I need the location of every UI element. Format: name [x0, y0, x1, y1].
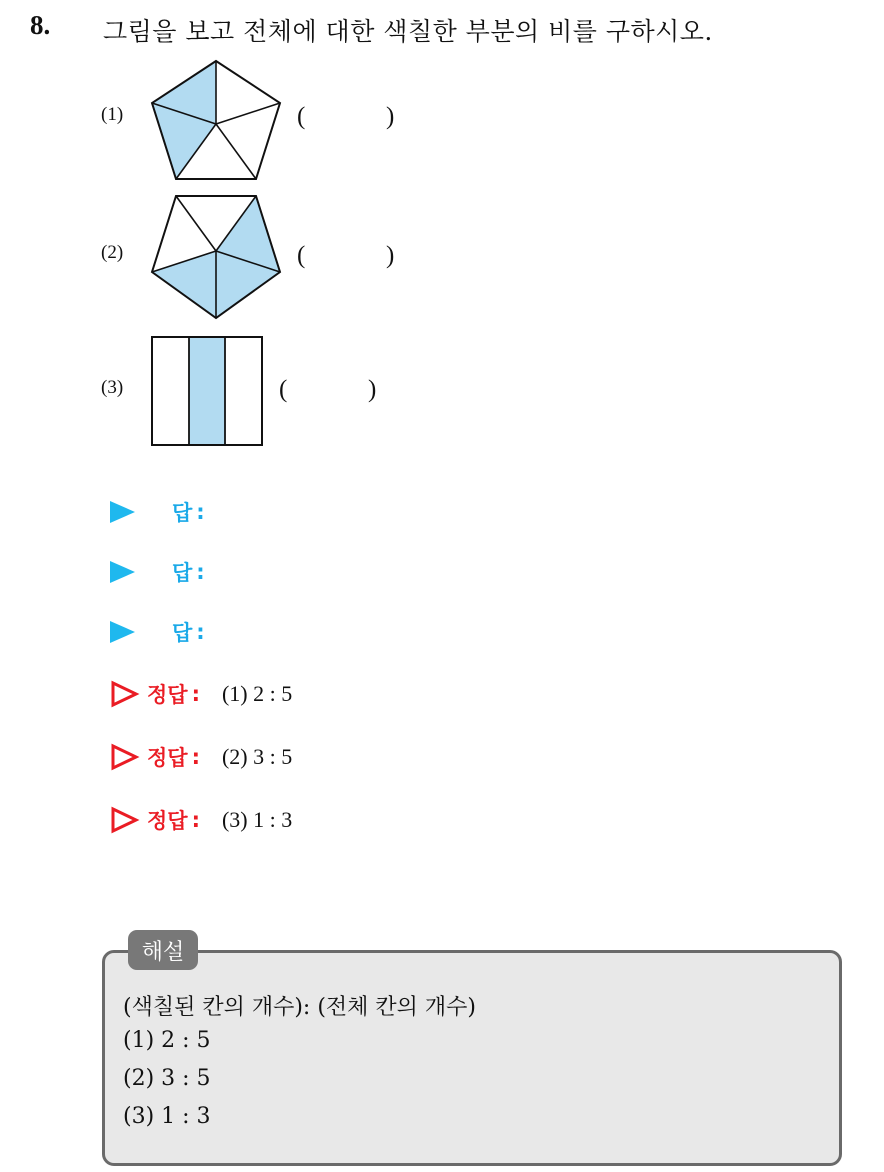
correct-answer-row-1 — [110, 676, 292, 712]
explanation-line: (3) 1 : 3 — [123, 1104, 211, 1129]
correct-answer-colon: : — [191, 808, 200, 832]
explanation-line: (2) 3 : 5 — [123, 1066, 211, 1091]
answer-row-2 — [110, 555, 205, 589]
figure-3-rectangle — [150, 335, 264, 447]
outline-triangle-icon — [110, 680, 140, 708]
answer-colon: : — [196, 620, 205, 644]
rect-column-shaded — [189, 337, 225, 445]
correct-answer-value: (2) 3 : 5 — [221, 744, 293, 769]
play-triangle-icon — [110, 501, 135, 523]
question-text: 그림을 보고 전체에 대한 색칠한 부분의 비를 구하시오. — [103, 17, 713, 46]
figure-3-label: (3) — [101, 377, 124, 398]
answer-colon: : — [196, 500, 205, 524]
figure-2-label: (2) — [101, 242, 124, 263]
answer-row-1 — [110, 495, 205, 529]
correct-answer-colon: : — [191, 745, 200, 769]
play-triangle-icon — [110, 561, 135, 583]
figure-2-pentagon — [148, 193, 284, 321]
figure-3-paren-close: ) — [368, 376, 377, 403]
figure-2-paren-close: ) — [386, 242, 395, 269]
explanation-box — [102, 950, 842, 1166]
figure-1-pentagon — [148, 58, 284, 184]
explanation-tab: 해설 — [128, 930, 198, 970]
correct-answer-colon: : — [191, 682, 200, 706]
correct-answer-label: 정답 — [147, 683, 188, 707]
figure-1-paren-open: ( — [297, 103, 306, 130]
correct-answer-value: (1) 2 : 5 — [221, 681, 293, 706]
figure-1-label: (1) — [101, 104, 124, 125]
play-triangle-icon — [110, 621, 135, 643]
figure-2-paren-open: ( — [297, 242, 306, 269]
answer-label: 답 — [172, 501, 193, 525]
answer-row-3 — [110, 615, 205, 649]
figure-3-paren-open: ( — [279, 376, 288, 403]
correct-answer-row-2 — [110, 739, 292, 775]
correct-answer-value: (3) 1 : 3 — [221, 807, 293, 832]
answer-label: 답 — [172, 561, 193, 585]
outline-triangle-icon — [110, 743, 140, 771]
answer-label: 답 — [172, 621, 193, 645]
rect-column — [225, 337, 262, 445]
figure-1-paren-close: ) — [386, 103, 395, 130]
explanation-line: (1) 2 : 5 — [123, 1028, 211, 1053]
explanation-line: (색칠된 칸의 개수): (전체 칸의 개수) — [123, 995, 476, 1020]
outline-triangle-icon — [110, 806, 140, 834]
correct-answer-label: 정답 — [147, 746, 188, 770]
correct-answer-row-3 — [110, 802, 292, 838]
rect-column — [152, 337, 189, 445]
question-number: 8. — [30, 10, 51, 40]
correct-answer-label: 정답 — [147, 809, 188, 833]
answer-colon: : — [196, 560, 205, 584]
